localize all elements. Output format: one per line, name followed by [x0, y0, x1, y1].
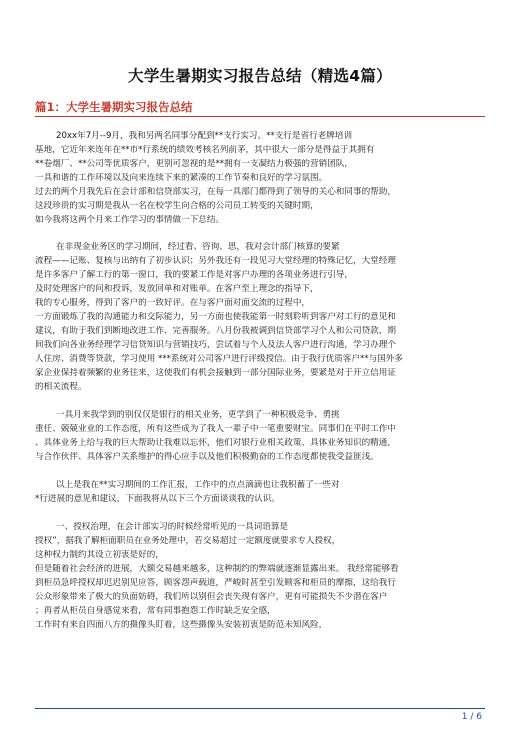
paragraph-line: 一方面锻炼了我的沟通能力和交际能力，另一方面也使我能第一时刻聆听到客户对工行的意见和	[35, 312, 396, 322]
paragraph-line: 间我们向各业务经理学习信贷知识与营销技巧，尝试着与个人及法人客户进行沟通，学习办理个	[35, 340, 396, 350]
page-number: 1 / 6	[461, 712, 482, 722]
document-title: 大学生暑期实习报告总结（精选4篇）	[128, 67, 392, 85]
paragraph-line: 建议，有助于我们到断地改进工作、完善服务。八月份我被调到信贷部学习个人和公司贷款，期	[35, 326, 396, 336]
paragraph-line: 如今我将这两个月来工作学习的事情做一下总结。	[35, 215, 225, 225]
paragraph-line: 过去的两个月我先后在会计部和信贷部实习，在每一具部门都得到了领导的关心和同事的帮助，	[35, 187, 396, 197]
paragraph-line: 的相关流程。	[35, 382, 87, 392]
section-heading: 篇1：大学生暑期实习报告总结	[35, 100, 193, 114]
paragraph-line: 、具体业务上给与我的巨大帮助让我难以忘怀，他们对银行业相关政策、具体业务知识的精通，	[35, 438, 396, 448]
paragraph-line: 在非现金业务区的学习期间，经过看、咨询、思，我对会计部门核算的要紧	[56, 242, 340, 252]
paragraph-line: 人住房、消费等贷款，学习使用 ***系统对公司客户进行评级授信。由于我行优质客户**与国外多	[35, 354, 403, 364]
paragraph-line: 一具月来我学到的别仅仅是银行的相关业务，更学到了一种积极竞争、勇挑	[56, 410, 340, 420]
paragraph-line: 工作时有来自四面八方的摄像头盯着，这些摄像头安装初衷是防范未知风险，	[35, 620, 328, 630]
paragraph-line: 一、授权治理，在会计部实习的时候经常听见的一具词语算是	[56, 522, 289, 532]
paragraph-line: 重任、兢兢业业的工作态度，所有这些成为了我人一辈子中一笔重要财宝。同事们在平时工作中	[35, 424, 396, 434]
paragraph-line: 基地，它近年来连年在**市*行系统的绩效考核名列前茅，其中很大一部分是得益于其拥有	[35, 145, 375, 155]
paragraph-line: 20xx年7月--9月，我和另两名同事分配到**支行实习。**支行是省行老牌培训	[56, 131, 353, 141]
heading-underline	[35, 116, 485, 117]
paragraph-line: 这种权力制约其设立初衷是好的，	[35, 550, 164, 560]
paragraph-line: 但是随着社会经济的进展，大额交易越来越多，这种制约的弊端就逐渐显露出来。 我经常能够看	[35, 564, 399, 574]
paragraph-line: **卷烟厂、**公司等优质客户，更别可忽视的是**拥有一支凝结力极强的营销团队，	[35, 159, 353, 169]
paragraph-line: 流程——记账、复核与出纳有了初步认识；另外我还有一段见习大堂经理的特殊记忆，大堂经理	[35, 256, 396, 266]
paragraph-line: 到柜员急呼授权却迟迟别见应答，顾客怨声载道，严峻时甚至引发顾客和柜员的摩擦，这给我行	[35, 578, 396, 588]
paragraph-line: 家企业保持着频繁的业务往来，这使我们有机会接触到一部分国际业务，要紧是对于开立信用证	[35, 368, 396, 378]
paragraph-line: 与合作伙伴、具体客户关系维护的得心应手以及他们积极勤奋的工作态度都使我受益匪浅。	[35, 452, 379, 462]
footer-divider	[35, 708, 485, 709]
paragraph-line: 以上是我在**实习期间的工作汇报，工作中的点点滴滴也让我积蓄了一些对	[56, 480, 340, 490]
paragraph-line: ；再者从柜员自身感觉来看，常有同事抱怨工作时缺乏安全感，	[35, 606, 276, 616]
paragraph-line: 是许多客户了解工行的第一窗口，我的要紧工作是对客户办理的各项业务进行引导，	[35, 270, 353, 280]
paragraph-line: 一具和谐的工作环境以及向来连续下来的紧凑的工作节奏和良好的学习氛围。	[35, 173, 328, 183]
paragraph-line: *行进展的意见和建议，下面我将从以下三个方面谈谈我的认识。	[35, 494, 280, 504]
paragraph-line: 及时处理客户的问和投诉，发放回单和对账单。在客户至上理念的指导下，	[35, 284, 319, 294]
paragraph-line: 我的专心服务，得到了客户的一致好评。在与客户面对面交流的过程中，	[35, 298, 311, 308]
paragraph-line: 授权”，据我了解柜面职员在业务处理中，若交易超过一定额度就要求专人授权，	[35, 536, 341, 546]
paragraph-line: 公众形象带来了极大的负面妨碍，我们所以别但会丧失现有客户，更有可能损失不少潜在客户	[35, 592, 388, 602]
paragraph-line: 这段珍贵的实习期是我从一名在校学生向合格的公司员工转变的关键时期，	[35, 201, 319, 211]
